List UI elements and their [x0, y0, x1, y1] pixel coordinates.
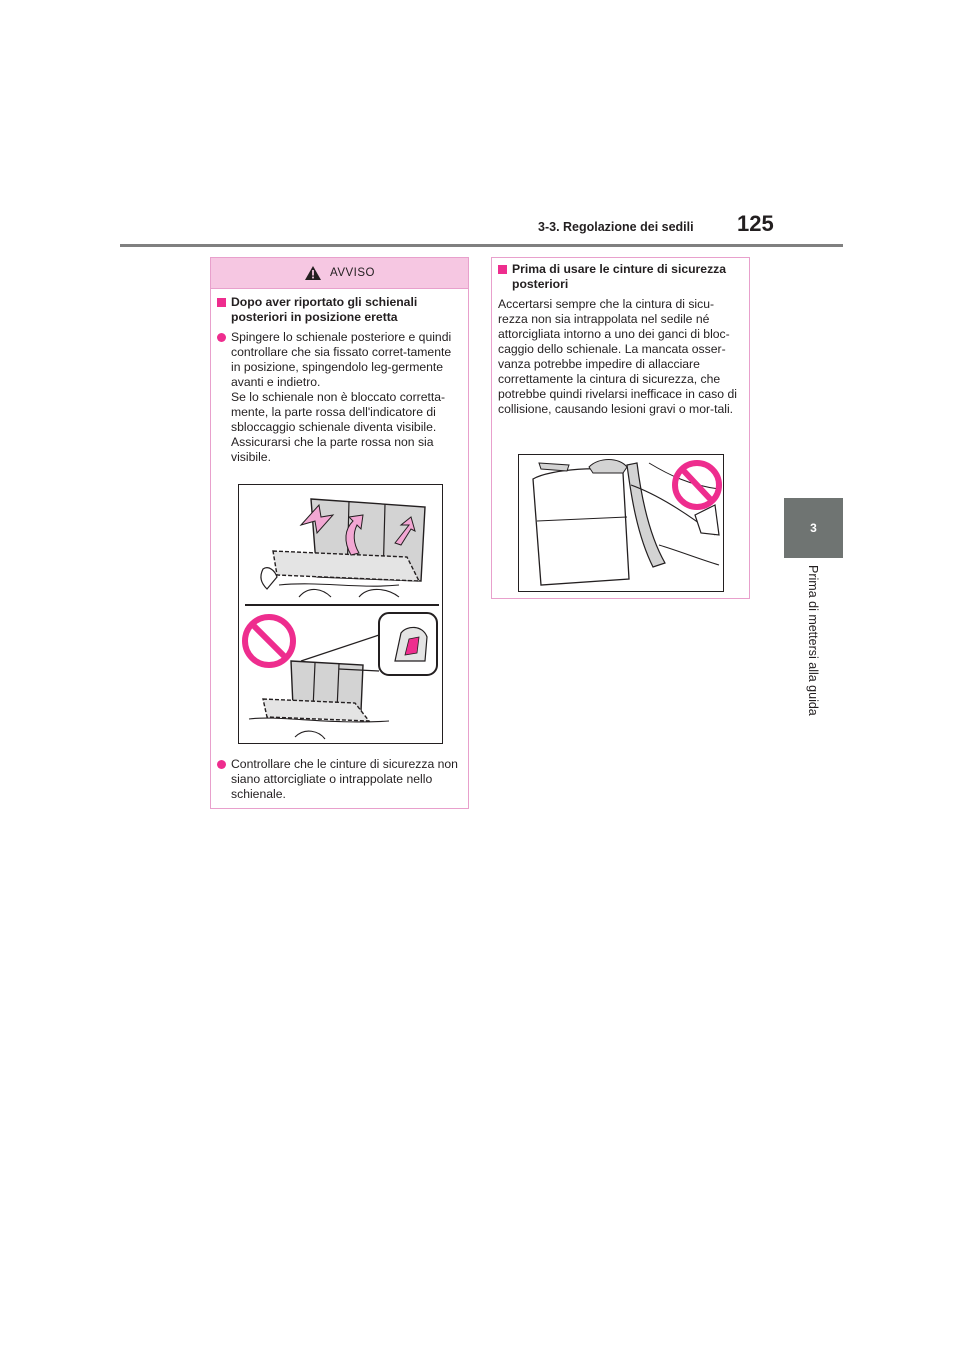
square-bullet-icon — [217, 298, 226, 307]
warning-bullet — [217, 330, 460, 465]
seatbelt-illustration — [518, 454, 724, 592]
warning-box — [210, 257, 469, 809]
bullet-text: Spingere lo schienale posteriore e quindi controllare che sia fissato corret-tamente in posizione, spingendolo leg-germente avanti e indietro. — [231, 330, 452, 389]
warning-header — [211, 258, 468, 289]
round-bullet-icon — [217, 333, 226, 342]
square-bullet-icon — [498, 265, 507, 274]
seatbelt-caution-box — [491, 257, 750, 599]
seat-raised-drawing — [261, 499, 425, 597]
section-title: 3-3. Regolazione dei sedili — [538, 220, 694, 234]
unlatched-seat-drawing — [249, 661, 389, 739]
warning-body — [211, 289, 468, 465]
round-bullet-icon — [217, 760, 226, 769]
prohibited-icon — [245, 617, 293, 665]
caution-paragraph: Accertarsi sempre che la cintura di sicu-rezza non sia intrappolata nel sedile né attorcigliata intorno a uno dei ganci di bloc-caggio dello schienale. La mancata osser-vanza potrebbe impedire di allacciare correttamente la cintura di sicurezza, che potrebbe quindi rivelarsi inefficace in caso di collisione, causando lesioni gravi o mor-tali. — [498, 297, 737, 416]
bullet-text: Controllare che le cinture di sicurezza non siano attorcigliate o intrappolate nello schienale. — [231, 757, 458, 801]
page-number: 125 — [737, 211, 774, 236]
warning-triangle-icon — [304, 265, 322, 281]
chapter-title: Prima di mettersi alla guida — [806, 565, 820, 716]
warning-heading: Dopo aver riportato gli schienali posteriori in posizione eretta — [217, 295, 460, 325]
chapter-tab[interactable]: 3 — [784, 498, 843, 558]
bullet-text-continued: Se lo schienale non è bloccato corretta-mente, la parte rossa dell'indicatore di sbloccaggio schienale diventa visibile. Assicurarsi che la parte rossa non sia visibile. — [231, 390, 446, 464]
prohibited-icon — [675, 463, 719, 507]
caution-heading: Prima di usare le cinture di sicurezza posteriori — [498, 262, 741, 292]
warning-label: AVVISO — [330, 267, 375, 279]
header-divider — [120, 244, 843, 247]
warning-bullet — [217, 757, 462, 802]
seatback-illustration — [238, 484, 443, 744]
